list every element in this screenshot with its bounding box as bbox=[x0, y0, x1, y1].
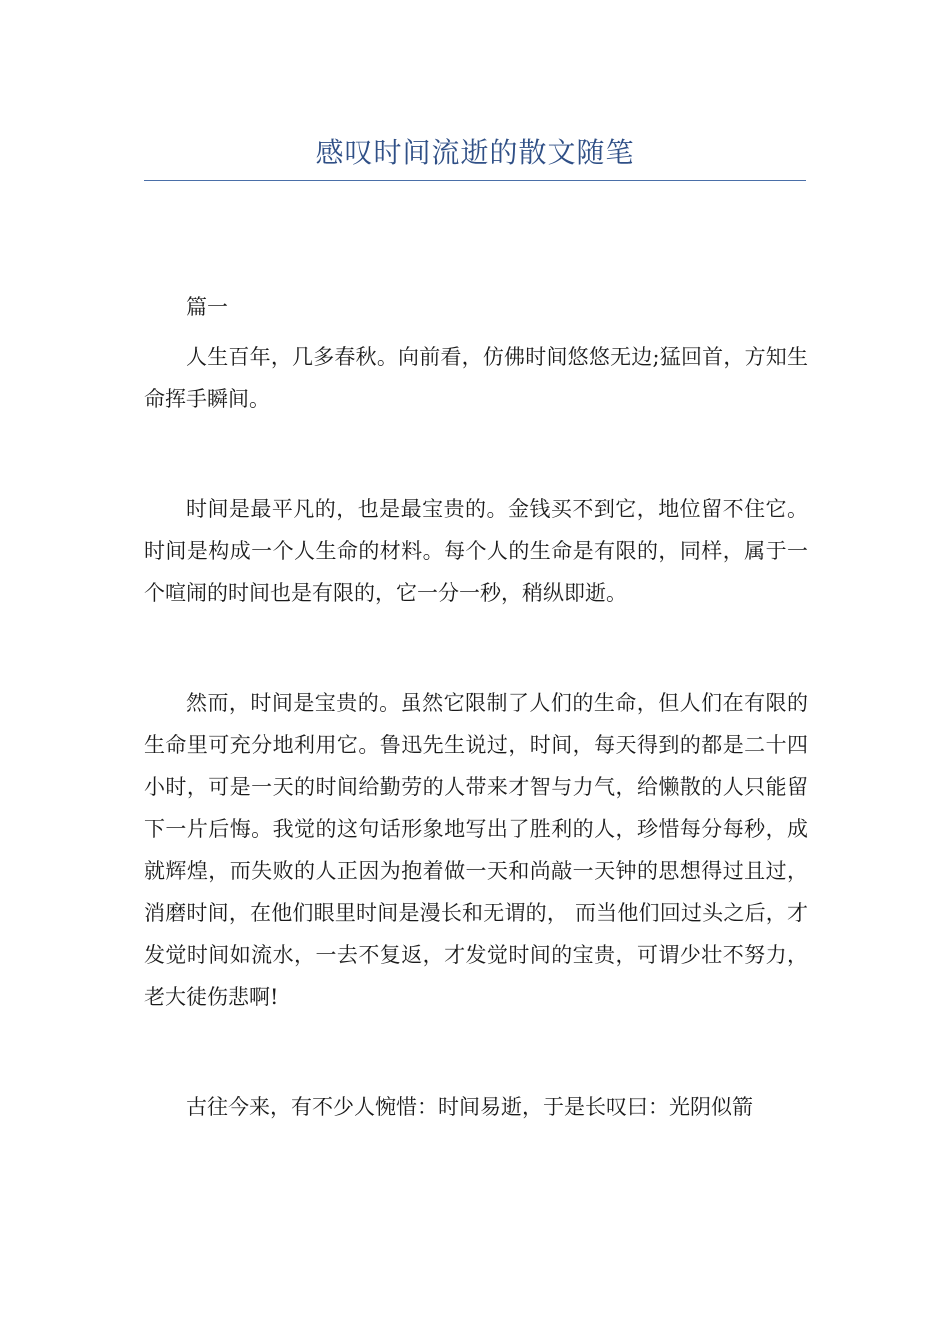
spacer bbox=[144, 1018, 808, 1086]
document-body bbox=[144, 286, 808, 1128]
document-title: 感叹时间流逝的散文随笔 bbox=[315, 136, 635, 169]
title-underline bbox=[144, 180, 806, 181]
section-label: 篇一 bbox=[186, 295, 228, 319]
paragraph-3: 然而，时间是宝贵的。虽然它限制了人们的生命，但人们在有限的生命里可充分地利用它。鲁迅先生说过，时间，每天得到的都是二十四小时，可是一天的时间给勤劳的人带来才智与力气，给懒散的人只能留下一片后悔。我觉的这句话形象地写出了胜利的人，珍惜每分每秒，成就辉煌，而失败的人正因为抱着做一天和尚敲一天钟的思想得过且过，消磨时间，在他们眼里时间是漫长和无谓的， 而当他们回过头之后，才发觉时间如流水，一去不复返，才发觉时间的宝贵，可谓少壮不努力，老大徒伤悲啊! bbox=[144, 691, 808, 1009]
spacer bbox=[144, 614, 808, 682]
spacer bbox=[144, 328, 808, 336]
paragraph-2: 时间是最平凡的，也是最宝贵的。金钱买不到它，地位留不住它。时间是构成一个人生命的材料。每个人的生命是有限的，同样，属于一个喧闹的时间也是有限的，它一分一秒，稍纵即逝。 bbox=[144, 497, 808, 605]
spacer bbox=[144, 420, 808, 488]
paragraph-1: 人生百年，几多春秋。向前看，仿佛时间悠悠无边;猛回首，方知生命挥手瞬间。 bbox=[144, 345, 808, 411]
paragraph-4: 古往今来，有不少人惋惜：时间易逝，于是长叹曰：光阴似箭 bbox=[186, 1095, 753, 1119]
